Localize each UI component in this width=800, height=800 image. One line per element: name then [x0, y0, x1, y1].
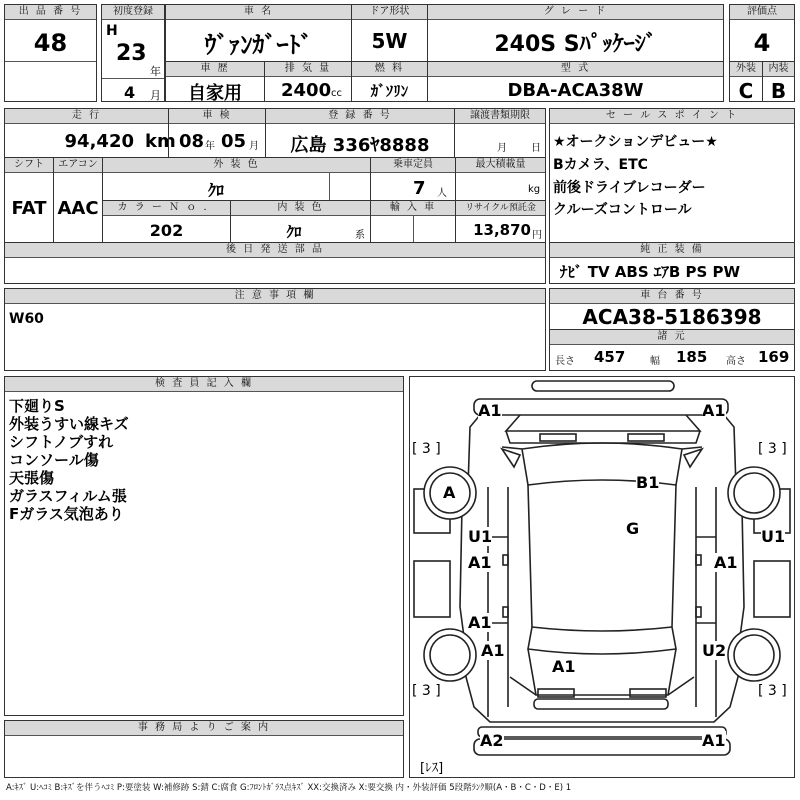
tire-front-left: [ 3 ] [412, 441, 441, 457]
mark-front-right: A1 [702, 401, 726, 420]
car-name-cell [165, 4, 352, 62]
exterior-grade-cell [729, 61, 763, 102]
plate-cell [265, 108, 455, 158]
displacement-label: 排 気 量 [265, 62, 351, 77]
exterior-grade-label: 外装 [730, 62, 762, 77]
int-color-cell: 内 装 色 ｸﾛ 系 [230, 200, 371, 243]
office-label: 事 務 局 よ り ご 案 内 [5, 721, 403, 736]
inspector-line-4: コンソール傷 [9, 451, 99, 469]
notes-label: 注 意 事 項 欄 [5, 289, 545, 304]
notes-value: W60 [9, 311, 44, 327]
history-label: 車 歴 [166, 62, 264, 77]
import-label: 輸 入 車 [371, 201, 455, 216]
fuel-cell [351, 61, 428, 102]
shift-cell [4, 157, 54, 243]
color-no-label: カ ラ ー Ｎ ｏ ． [103, 201, 230, 216]
inspector-line-2: 外装うすい線キズ [9, 415, 129, 433]
grade-cell [427, 4, 724, 62]
aircon-label: エアコン [54, 158, 102, 173]
mark-right-rear-quarter: U2 [702, 641, 727, 660]
car-outline [410, 377, 794, 777]
inspection-month: 05 [221, 131, 247, 152]
aircon-value: AAC [57, 198, 99, 219]
inspection-cell: 車 検 08 年 05 月 [168, 108, 266, 158]
int-color-value: ｸﾛ [286, 223, 302, 241]
history-cell [165, 61, 265, 102]
plate-label: 登 録 番 号 [266, 109, 454, 124]
color-no-value: 202 [149, 221, 184, 240]
door-cell [351, 4, 428, 62]
first-reg-year: 23 [116, 41, 147, 66]
inspector-line-6: ガラスフィルム張 [9, 487, 127, 505]
sales-point-3: 前後ドライブレコーダー [553, 180, 706, 196]
spec-length: 457 [594, 348, 626, 366]
door-label: ドア形状 [352, 5, 427, 20]
mark-left-rear-quarter: A1 [481, 641, 505, 660]
recycle-cell: リサイクル預託金 13,870 円 [455, 200, 546, 243]
mark-left-front-door: A1 [468, 553, 492, 572]
mark-front-left: A1 [478, 401, 502, 420]
ext-color-value: ｸﾛ [207, 181, 224, 200]
first-registration-label: 初度登録 [102, 5, 164, 20]
spec-height: 169 [758, 348, 790, 366]
tire-rear-left: [ 3 ] [412, 683, 441, 699]
score-cell [729, 4, 795, 62]
inspector-cell [4, 376, 404, 716]
interior-grade-value: B [770, 79, 787, 103]
equipment-value: ﾅﾋﾞ TV ABS ｴｱB PS PW [560, 263, 741, 281]
recycle-label: リサイクル預託金 [456, 201, 545, 216]
score-value: 4 [753, 29, 771, 57]
color-no-cell [102, 200, 231, 243]
model-label: 型 式 [428, 62, 723, 77]
equipment-cell [549, 242, 795, 284]
transfer-label: 譲渡書類期限 [455, 109, 545, 124]
car-diagram [409, 376, 795, 778]
mark-left-front-door-upper: U1 [468, 527, 493, 546]
tire-rear-right: [ 3 ] [758, 683, 787, 699]
notes-cell [4, 288, 546, 371]
inspector-label: 検 査 員 記 入 欄 [5, 377, 403, 392]
sales-point-2: Bカメラ、ETC [553, 157, 648, 173]
car-name-label: 車 名 [166, 5, 351, 20]
shift-value: FAT [11, 198, 47, 219]
fuel-label: 燃 料 [352, 62, 427, 77]
displacement-value: 2400 [281, 80, 332, 101]
chassis-value: ACA38-5186398 [582, 305, 762, 329]
tire-front-right: [ 3 ] [758, 441, 787, 457]
sales-point-4: クルーズコントロール [553, 202, 692, 218]
shift-label: シフト [5, 158, 53, 173]
specs-label: 諸 元 [550, 330, 794, 345]
first-reg-month: 4 [124, 83, 136, 102]
recycle-value: 13,870 [473, 221, 531, 239]
chassis-label: 車 台 番 号 [550, 289, 794, 304]
sales-point-1: ★オークションデビュー★ [553, 134, 718, 150]
chassis-cell [549, 288, 795, 330]
mark-windshield: G [626, 519, 640, 538]
mark-left-rear-door: A1 [468, 613, 492, 632]
inspector-line-7: Fガラス気泡あり [9, 505, 124, 523]
inspection-label: 車 検 [169, 109, 265, 124]
score-label: 評価点 [730, 5, 794, 20]
era: H [106, 23, 118, 39]
office-cell [4, 720, 404, 778]
specs-cell: 諸 元 長さ 457 幅 185 高さ 169 [549, 329, 795, 371]
sales-points-cell [549, 108, 795, 243]
max-load-label: 最大積載量 [456, 158, 545, 173]
car-name-value: ｳﾞｧﾝｶﾞｰﾄﾞ [204, 31, 313, 59]
mark-rear-left-bumper: A2 [480, 731, 504, 750]
history-value: 自家用 [188, 83, 242, 104]
mark-rear-right-bumper: A1 [702, 731, 726, 750]
spec-width: 185 [676, 348, 708, 366]
grade-value: 240S Sﾊﾟｯｹｰｼﾞ [494, 32, 657, 57]
capacity-cell: 乗車定員 7 人 [370, 157, 456, 201]
inspector-line-3: シフトノブすれ [9, 433, 114, 451]
displacement-cell: 排 気 量 2400 cc [264, 61, 352, 102]
plate-value: 広島 336ﾔ8888 [290, 135, 430, 156]
inspector-line-1: 下廻りS [9, 397, 65, 415]
max-load-cell: 最大積載量 kg [455, 157, 546, 201]
door-value: 5W [371, 29, 408, 53]
fuel-value: ｶﾞｿﾘﾝ [370, 82, 409, 100]
model-cell [427, 61, 724, 102]
capacity-value: 7 [413, 178, 426, 199]
mark-rear-hatch: A1 [552, 657, 576, 676]
int-color-label: 内 装 色 [231, 201, 370, 216]
later-parts-cell [4, 242, 546, 284]
model-value: DBA-ACA38W [507, 80, 644, 101]
mark-right-front-door: A1 [714, 553, 738, 572]
legend: A:ｷｽﾞ U:ﾍｺﾐ B:ｷｽﾞを伴うﾍｺﾐ P:要塗装 W:補修跡 S:錆 C:腐食 G:ﾌﾛﾝﾄｶﾞﾗｽ点ｷｽﾞ XX:交換済み X:要交換 内・外装評価 5段階ﾗﾝｸ順(A・B・C・D・E) 1 [6, 783, 572, 793]
mileage-cell: 走 行 94,420 km [4, 108, 169, 158]
import-cell [370, 200, 456, 243]
mileage-value: 94,420 [64, 131, 134, 152]
interior-grade-label: 内装 [763, 62, 794, 77]
inspection-year: 08 [179, 131, 205, 152]
aircon-cell [53, 157, 103, 243]
spare-tire: [ﾚｽ] [420, 761, 444, 776]
lot-number-value: 48 [33, 29, 68, 57]
inspector-line-5: 天張傷 [9, 469, 55, 487]
later-parts-label: 後 日 発 送 部 品 [5, 243, 545, 258]
exterior-grade-value: C [738, 79, 754, 103]
ext-color-cell [102, 157, 371, 201]
ext-color-label: 外 装 色 [103, 158, 370, 173]
interior-grade-cell [762, 61, 795, 102]
lot-number-cell [4, 4, 97, 102]
mark-front-left-wheel: A [443, 483, 456, 502]
capacity-label: 乗車定員 [371, 158, 455, 173]
transfer-cell: 譲渡書類期限 月 日 [454, 108, 546, 158]
lot-number-label: 出 品 番 号 [5, 5, 96, 20]
mark-right-front-panel: U1 [761, 527, 786, 546]
grade-label: グ レ ー ド [428, 5, 723, 20]
sales-points-label: セ ー ル ス ポ イ ン ト [550, 109, 794, 124]
mileage-label: 走 行 [5, 109, 168, 124]
equipment-label: 純 正 装 備 [550, 243, 794, 258]
mark-hood: B1 [636, 473, 660, 492]
first-registration-cell: 初度登録 H 23 年 4 月 [101, 4, 165, 102]
